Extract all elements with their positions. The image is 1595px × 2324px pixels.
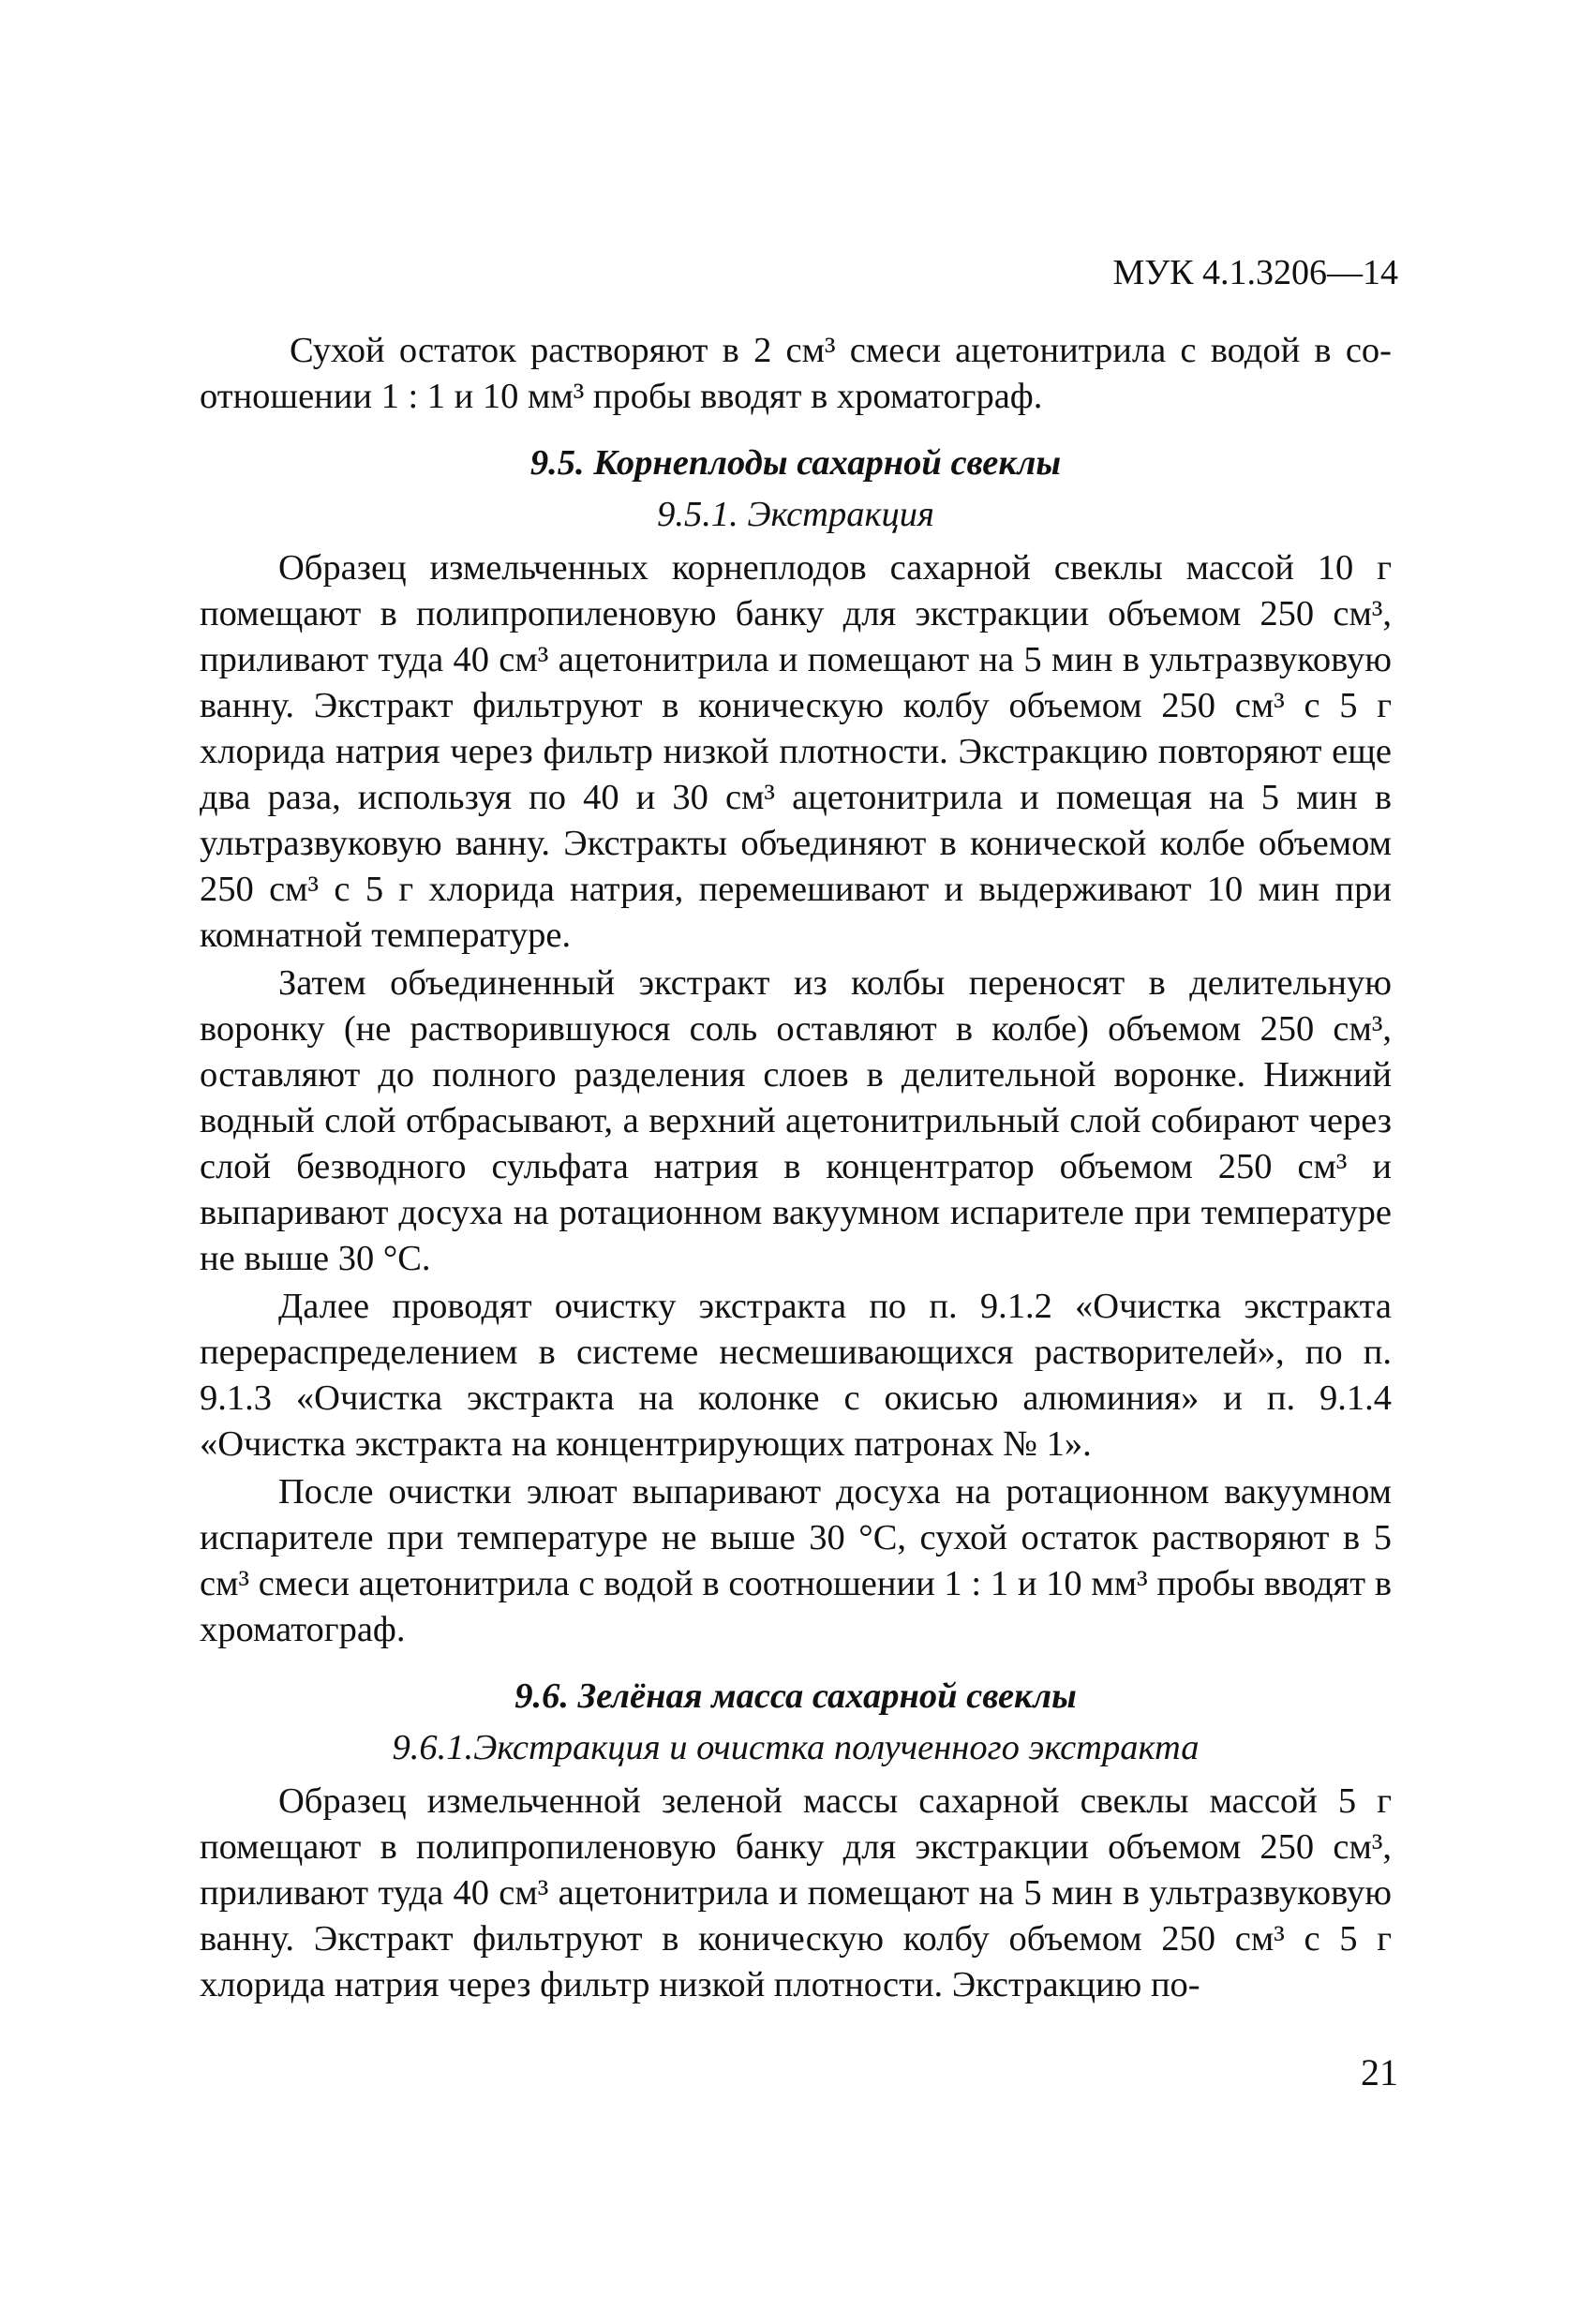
section-title-9-6: 9.6. Зелёная масса сахарной свеклы [514, 1676, 1077, 1716]
paragraph-9-5-evaporation: После очистки элюат выпаривают досуха на ротационном вакуумном испарителе при температуре не выше 30 °С, сухой остаток растворяют в 5 см³ смеси ацетонитрила с водой в соотношении 1 : 1 и 10 мм³ пробы вводят в хроматограф. [200, 1472, 1392, 1649]
subsection-title-9-6-1: 9.6.1.Экстракция и очистка полученного экстракта [392, 1728, 1200, 1767]
paragraph-9-5-cleanup: Далее проводят очистку экстракта по п. 9.1.2 «Очистка экстракта перераспределением в системе несмешивающихся растворителей», по п. 9.1.3 «Очистка экстракта на колонке с окисью алюминия» и п. 9.1.4 «Очистка экстракта на концентрирующих патронах № 1». [200, 1287, 1392, 1464]
paragraph-9-6-extraction: Образец измельченной зеленой массы сахарной свеклы массой 5 г помещают в полипропиленовую банку для экстракции объемом 250 см³, приливают туда 40 см³ ацетонитрила и помещают на 5 мин в ультразвуковую ванну. Экстракт фильтруют в коническую колбу объемом 250 см³ с 5 г хлорида натрия через фильтр низкой плотности. Экстракцию по- [200, 1781, 1392, 2004]
paragraph-9-5-separation: Затем объединенный экстракт из колбы переносят в делительную воронку (не растворившуюся соль оставляют в колбе) объемом 250 см³, оставляют до полного разделения слоев в делительной воронке. Нижний водный слой отбрасывают, а верхний ацетонитрильный слой собирают через слой безводного сульфата натрия в концентратор объемом 250 см³ и выпаривают досуха на ротационном вакуумном испарителе при температуре не выше 30 °С. [200, 963, 1392, 1278]
paragraph-dry-residue: Сухой остаток растворяют в 2 см³ смеси ацетонитрила с водой в соотношении 1 : 1 и 10 мм³ пробы вводят в хроматограф. [200, 331, 1392, 416]
page-content [200, 328, 1392, 2008]
page-number: 21 [1361, 2051, 1398, 2093]
document-code-header: МУК 4.1.3206—14 [1112, 253, 1398, 292]
paragraph-9-5-extraction: Образец измельченных корнеплодов сахарной свеклы массой 10 г помещают в полипропиленовую банку для экстракции объемом 250 см³, приливают туда 40 см³ ацетонитрила и помещают на 5 мин в ультразвуковую ванну. Экстракт фильтруют в коническую колбу объемом 250 см³ с 5 г хлорида натрия через фильтр низкой плотности. Экстракцию повторяют еще два раза, используя по 40 и 30 см³ ацетонитрила и помещая на 5 мин в ультразвуковую ванну. Экстракты объединяют в конической колбе объемом 250 см³ с 5 г хлорида натрия, перемешивают и выдерживают 10 мин при комнатной температуре. [200, 548, 1392, 955]
section-title-9-5: 9.5. Корнеплоды сахарной свеклы [529, 443, 1062, 483]
subsection-title-9-5-1: 9.5.1. Экстракция [657, 495, 934, 534]
